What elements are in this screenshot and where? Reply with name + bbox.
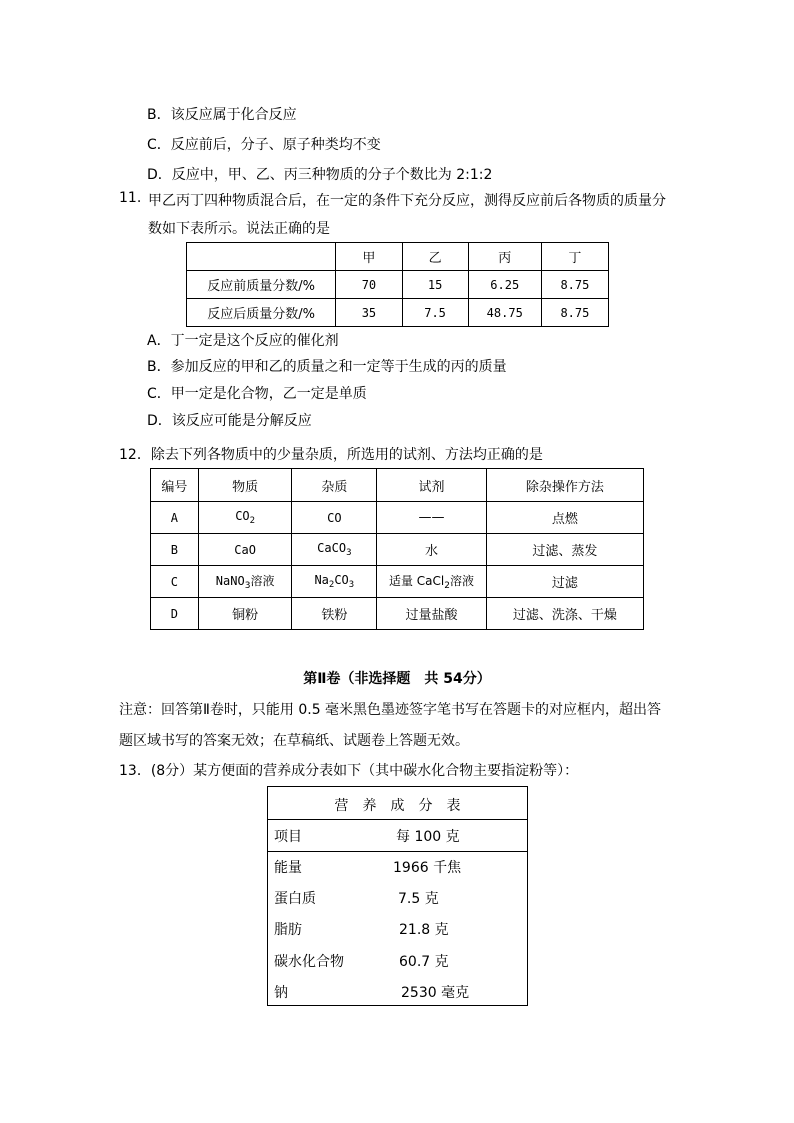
q12-header-reagent: 试剂 — [377, 469, 487, 502]
q12-method: 过滤、蒸发 — [486, 534, 643, 566]
q11-header-empty — [187, 243, 336, 271]
q12-impurity: CO — [327, 510, 342, 525]
q11-header-yi: 乙 — [402, 243, 468, 271]
nutrition-item: 蛋白质 — [274, 891, 316, 907]
nutrition-divider — [268, 819, 527, 820]
nutrition-item: 能量 — [274, 860, 302, 876]
q12-stem: 12．除去下列各物质中的少量杂质，所选用的试剂、方法均正确的是 — [119, 447, 543, 463]
table-row — [187, 299, 609, 327]
q12-method: 过滤 — [486, 566, 643, 598]
q11-cell: 35 — [336, 299, 402, 327]
q11-number: 11. — [119, 190, 142, 206]
q11-cell: 15 — [402, 271, 468, 299]
table-row — [187, 271, 609, 299]
nutrition-table-title: 营 养 成 分 表 — [334, 798, 461, 814]
q11-cell: 6.25 — [468, 271, 541, 299]
q12-reagent-tail: 溶液 — [449, 574, 474, 588]
q12-reagent: 适量 CaCl — [388, 574, 445, 588]
q12-method: 过滤、洗涤、干燥 — [486, 598, 643, 630]
section-note-line1: 注意：回答第Ⅱ卷时，只能用 0.5 毫米黑色墨迹签字笔书写在答题卡的对应框内，超出答 — [119, 702, 662, 718]
q12-header-impurity: 杂质 — [292, 469, 377, 502]
q11-option-a: A．丁一定是这个反应的催化剂 — [147, 333, 339, 349]
q11-option-b: B．参加反应的甲和乙的质量之和一定等于生成的丙的质量 — [147, 359, 507, 375]
q10-option-b: B．该反应属于化合反应 — [147, 107, 297, 123]
q12-header-method: 除杂操作方法 — [486, 469, 643, 502]
q12-impurity-sub2: 3 — [348, 580, 355, 590]
q12-reagent: 水 — [424, 544, 438, 559]
q11-cell: 70 — [336, 271, 402, 299]
q12-impurity-tail: CO — [334, 573, 349, 587]
q12-impurity: CaCO — [317, 541, 347, 555]
q12-table — [150, 468, 644, 630]
nutrition-item: 碳水化合物 — [274, 954, 344, 970]
q11-cell: 48.75 — [468, 299, 541, 327]
nutrition-value: 21.8 克 — [399, 922, 449, 938]
q11-header-bing: 丙 — [468, 243, 541, 271]
q11-stem-line2: 数如下表所示。说法正确的是 — [148, 221, 330, 237]
nutrition-value: 7.5 克 — [398, 891, 439, 907]
q11-table — [186, 242, 609, 327]
nutrition-table — [267, 786, 528, 1006]
q11-header-jia: 甲 — [336, 243, 402, 271]
q10-option-d: D．反应中，甲、乙、丙三种物质的分子个数比为 2:1:2 — [147, 167, 493, 183]
table-row — [151, 566, 644, 598]
table-row — [151, 598, 644, 630]
q12-row-id: D — [151, 598, 199, 630]
section-title: 第Ⅱ卷（非选择题 共 54分） — [303, 671, 491, 687]
q12-substance: 铜粉 — [232, 608, 259, 623]
q12-header-id: 编号 — [151, 469, 199, 502]
q12-impurity-sub: 2 — [328, 580, 335, 590]
q11-option-d: D．该反应可能是分解反应 — [147, 413, 312, 429]
q12-substance: NaNO — [215, 574, 245, 588]
section-note-line2: 题区域书写的答案无效；在草稿纸、试题卷上答题无效。 — [119, 733, 469, 749]
q12-substance-sub: 3 — [244, 581, 251, 591]
q12-method: 点燃 — [486, 502, 643, 534]
q12-substance-sub: 2 — [249, 516, 256, 526]
q12-substance: CaO — [234, 542, 256, 557]
nutrition-item: 脂肪 — [274, 922, 302, 938]
q11-row-label: 反应前质量分数/% — [187, 271, 336, 299]
nutrition-item: 项目 — [274, 829, 302, 845]
nutrition-value: 1966 千焦 — [393, 860, 462, 876]
q12-reagent: 过量盐酸 — [405, 608, 458, 623]
q11-cell: 8.75 — [541, 299, 608, 327]
q11-header-ding: 丁 — [541, 243, 608, 271]
q11-cell: 8.75 — [541, 271, 608, 299]
q10-option-c: C．反应前后，分子、原子种类均不变 — [147, 137, 381, 153]
table-row — [151, 502, 644, 534]
q11-option-c: C．甲一定是化合物，乙一定是单质 — [147, 386, 367, 402]
nutrition-value: 2530 毫克 — [401, 985, 470, 1001]
q11-row-label: 反应后质量分数/% — [187, 299, 336, 327]
q11-stem-line1: 甲乙丙丁四种物质混合后，在一定的条件下充分反应，测得反应前后各物质的质量分 — [148, 193, 666, 209]
q12-impurity: Na — [314, 573, 329, 587]
nutrition-value: 60.7 克 — [399, 954, 449, 970]
q12-reagent-sub: 2 — [444, 581, 450, 591]
nutrition-item: 钠 — [274, 985, 288, 1001]
q12-substance-tail: 溶液 — [250, 574, 275, 588]
nutrition-divider — [268, 851, 527, 852]
nutrition-value: 每 100 克 — [396, 829, 460, 845]
q13-stem: 13．(8分）某方便面的营养成分表如下（其中碳水化合物主要指淀粉等）： — [119, 763, 579, 779]
q12-row-id: C — [151, 566, 199, 598]
q12-substance: CO — [235, 509, 250, 523]
q12-row-id: A — [151, 502, 199, 534]
q12-impurity: 铁粉 — [321, 608, 348, 623]
q11-cell: 7.5 — [402, 299, 468, 327]
q12-impurity-sub: 3 — [346, 548, 352, 558]
q12-header-substance: 物质 — [198, 469, 292, 502]
q12-row-id: B — [151, 534, 199, 566]
q12-reagent: —— — [418, 510, 445, 525]
table-row — [151, 534, 644, 566]
